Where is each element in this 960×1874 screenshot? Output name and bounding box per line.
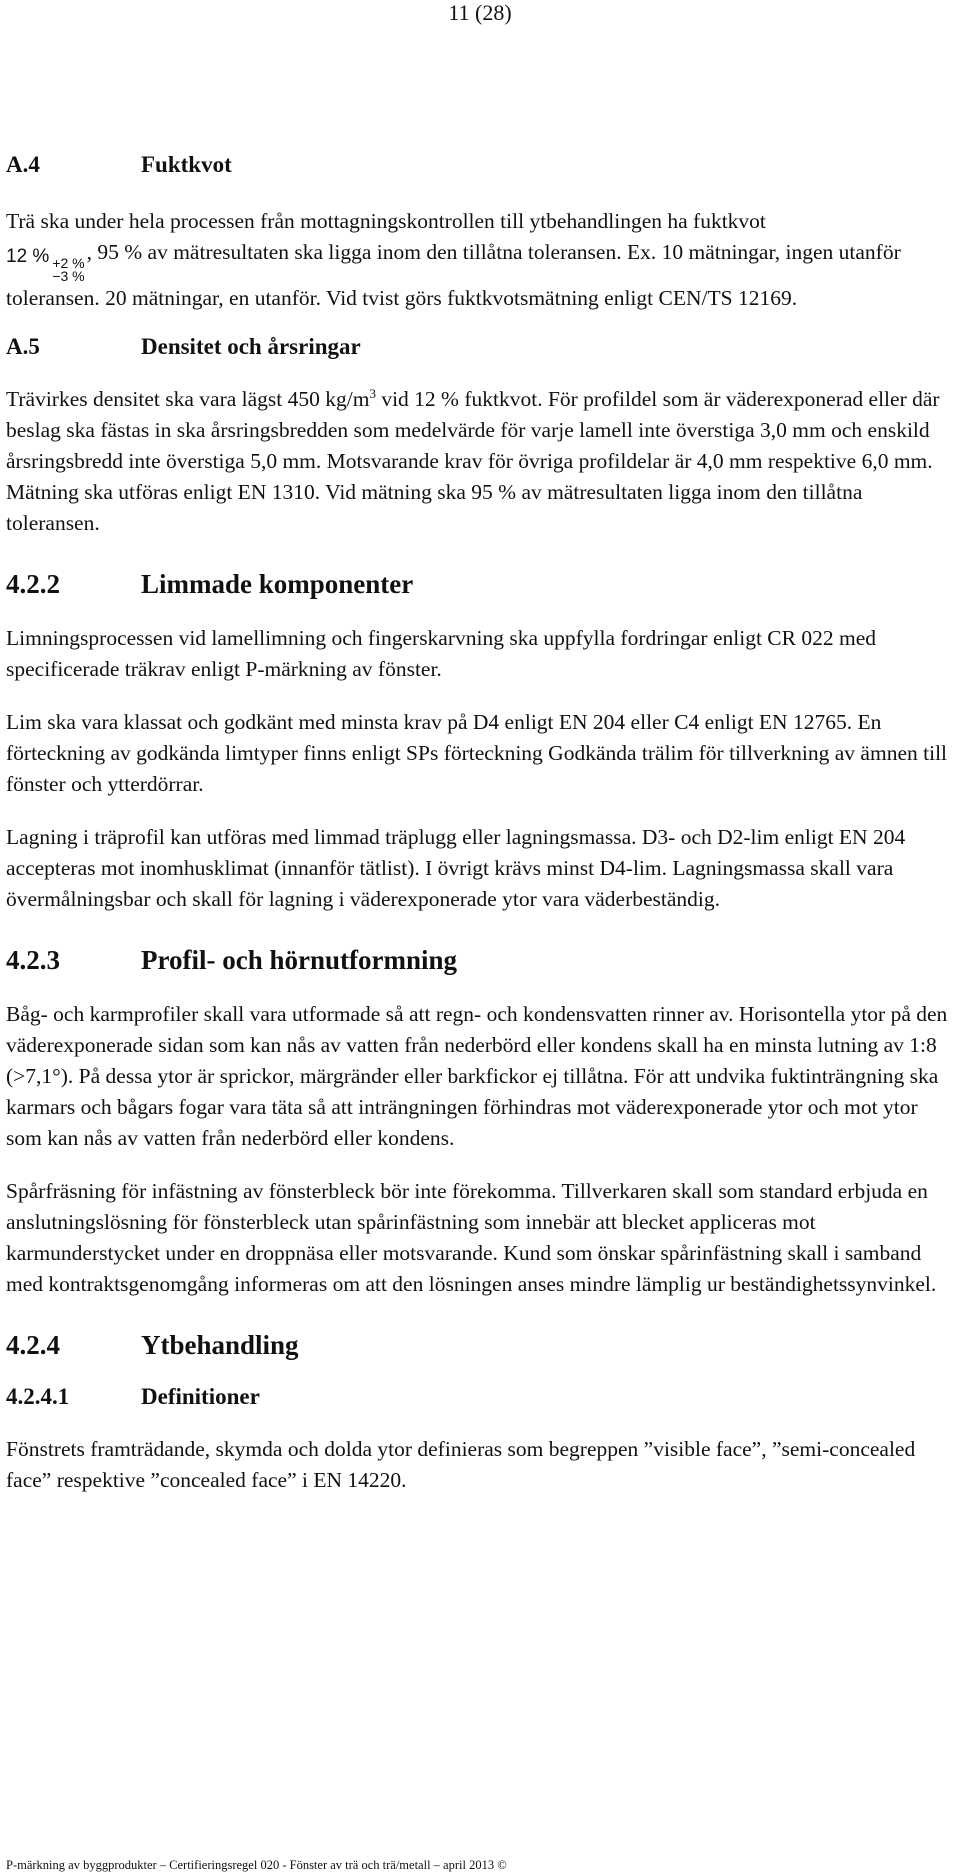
paragraph-text: Trä ska under hela processen från mottagningskontrollen till ytbehandlingen ha fuktkvot: [6, 209, 766, 233]
heading-number: 4.2.4: [6, 1330, 60, 1360]
paragraph-fuktkvot: [6, 206, 956, 314]
paragraph-lagning: Lagning i träprofil kan utföras med limmad träplugg eller lagningsmassa. D3- och D2-lim enligt EN 204 accepteras mot inomhusklimat (innanför tätlist). I övrigt krävs minst D4-lim. Lagningsmassa skall vara övermålningsbar och skall för lagning i väderexponerade ytor vara väderbeständig.: [6, 825, 906, 911]
heading-number: 4.2.4.1: [6, 1384, 70, 1409]
paragraph-definitioner: Fönstrets framträdande, skymda och dolda ytor definieras som begreppen ”visible face”, ”semi-concealed face” respektive ”concealed face” i EN 14220.: [6, 1437, 916, 1492]
heading-title: Fuktkvot: [141, 152, 232, 177]
heading-number: A.4: [6, 152, 40, 177]
formula-base: 12 %: [6, 246, 50, 267]
heading-a4: [6, 150, 956, 180]
paragraph-limningsprocessen: Limningsprocessen vid lamellimning och fingerskarvning ska uppfylla fordringar enligt CR 022 med specificerade träkrav enligt P-märkning av fönster.: [6, 626, 876, 681]
unit-exponent: 3: [369, 385, 376, 401]
paragraph-text: , 95 % av mätresultaten ska ligga inom den tillåtna toleransen. Ex. 10 mätningar, ingen utanför toleransen. 20 mätningar, en utanför. Vid tvist görs fuktkvotsmätning enligt CEN/TS 12169.: [6, 240, 901, 310]
paragraph-lim-klass: Lim ska vara klassat och godkänt med minsta krav på D4 enligt EN 204 eller C4 enligt EN 12765. En förteckning av godkända limtyper finns enligt SPs förteckning Godkända trälim för tillverkning av ämnen till fönster och ytterdörrar.: [6, 710, 948, 796]
heading-title: Limmade komponenter: [141, 569, 414, 599]
formula-tolerance: [52, 257, 84, 283]
heading-number: 4.2.2: [6, 569, 60, 599]
formula-minus: −3 %: [52, 268, 85, 284]
heading-a5: [6, 332, 956, 362]
document-body: [6, 150, 956, 1496]
paragraph-text: vid 12 % fuktkvot. För profildel som är väderexponerad eller där beslag ska fästas in ska årsringsbredden som medelvärde för varje lamell inte överstiga 3,0 mm och enskild årsringsbredd inte överstiga 5,0 mm. Motsvarande krav för övriga profildelar är 4,0 mm respektive 6,0 mm. Mätning ska utföras enligt EN 1310. Vid mätning ska 95 % av mätresultaten ligga inom den tillåtna toleransen.: [6, 387, 940, 535]
heading-4241: [6, 1382, 956, 1412]
heading-title: Densitet och årsringar: [141, 334, 361, 359]
heading-number: A.5: [6, 334, 40, 359]
heading-title: Definitioner: [141, 1384, 260, 1409]
heading-title: Profil- och hörnutformning: [141, 945, 457, 975]
paragraph-sparfrasning: Spårfräsning för infästning av fönsterbleck bör inte förekomma. Tillverkaren skall som standard erbjuda en anslutningslösning för fönsterbleck utan spårinfästning som innebär att blecket appliceras mot karmunderstycket under en droppnäsa eller motsvarande. Kund som önskar spårinfästning skall i samband med kontraktsgenomgång informeras om att den lösningen anses mindre lämplig ur beständighetssynvinkel.: [6, 1179, 937, 1296]
paragraph-text: Trävirkes densitet ska vara lägst 450 kg/m: [6, 387, 370, 411]
tolerance-formula: [6, 240, 85, 283]
page-footer: P-märkning av byggprodukter – Certifieringsregel 020 - Fönster av trä och trä/metall – april 2013 ©: [6, 1858, 507, 1872]
page-number: 11 (28): [448, 0, 512, 25]
heading-422: [6, 567, 956, 601]
heading-424: [6, 1328, 956, 1362]
heading-title: Ytbehandling: [141, 1330, 299, 1360]
formula-plus: +2 %: [52, 255, 85, 271]
heading-423: [6, 943, 956, 977]
paragraph-densitet: [6, 384, 956, 539]
paragraph-profiler: Båg- och karmprofiler skall vara utformade så att regn- och kondensvatten rinner av. Horisontella ytor på den väderexponerade sidan som kan nås av vatten från nederbörd eller kondens skall ha en minsta lutning av 1:8 (>7,1°). På dessa ytor är sprickor, märgränder eller barkfickor ej tillåtna. För att undvika fuktinträngning ska karmars och bågars fogar vara täta så att inträngningen förhindras mot väderexponerade ytor och mot ytor som kan nås av vatten från nederbörd eller kondens.: [6, 1002, 948, 1150]
heading-number: 4.2.3: [6, 945, 60, 975]
